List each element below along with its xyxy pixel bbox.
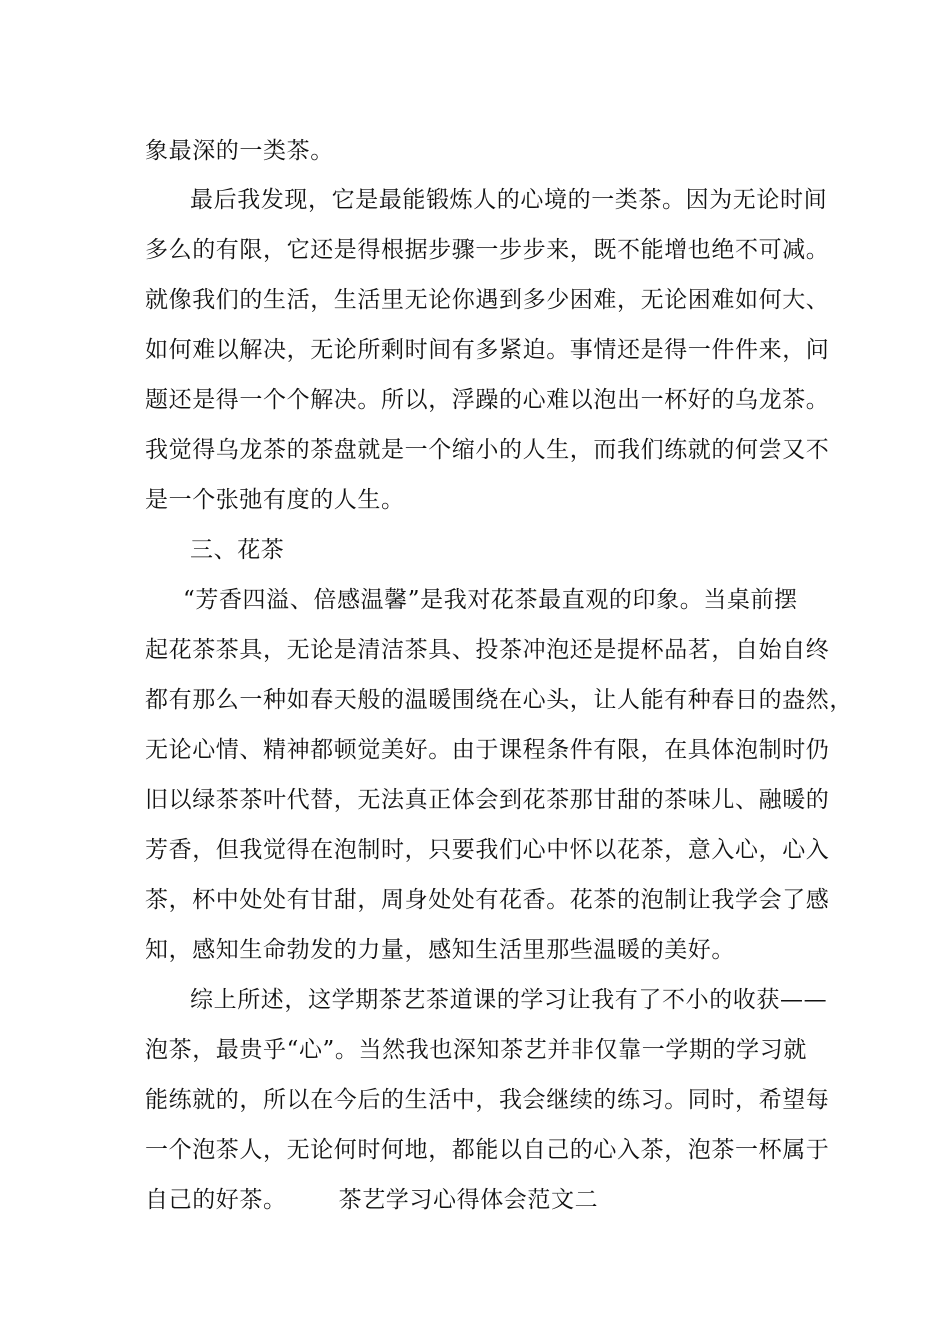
paragraph-line: 无论心情、精神都顿觉美好。由于课程条件有限，在具体泡制时仍: [145, 737, 830, 763]
paragraph-line: 一个泡茶人，无论何时何地，都能以自己的心入茶，泡茶一杯属于: [145, 1137, 830, 1163]
paragraph-line: [145, 1185, 598, 1215]
paragraph-line: 知，感知生命勃发的力量，感知生活里那些温暖的美好。: [145, 937, 735, 963]
paragraph-line: 泡茶，最贵乎“心”。当然我也深知茶艺并非仅靠一学期的学习就: [145, 1037, 807, 1063]
paragraph-line: 多么的有限，它还是得根据步骤一步步来，既不能增也绝不可减。: [145, 237, 830, 263]
paragraph-line: 象最深的一类茶。: [145, 138, 334, 164]
paragraph-line: “芳香四溢、倍感温馨”是我对花茶最直观的印象。当桌前摆: [183, 587, 798, 613]
paragraph-end-text: 自己的好茶。: [145, 1187, 287, 1213]
paragraph-line: 起花茶茶具，无论是清洁茶具、投茶冲泡还是提杯品茗，自始自终: [145, 637, 830, 663]
paragraph-line: 最后我发现，它是最能锻炼人的心境的一类茶。因为无论时间: [190, 187, 828, 213]
paragraph-line: 都有那么一种如春天般的温暖围绕在心头，让人能有种春日的盎然，: [145, 687, 853, 713]
next-article-title: 茶艺学习心得体会范文二: [338, 1187, 599, 1213]
paragraph-line: 题还是得一个个解决。所以，浮躁的心难以泡出一杯好的乌龙茶。: [145, 387, 830, 413]
paragraph-line: 旧以绿茶茶叶代替，无法真正体会到花茶那甘甜的茶味儿、融暖的: [145, 787, 830, 813]
paragraph-line: 我觉得乌龙茶的茶盘就是一个缩小的人生，而我们练就的何尝又不: [145, 437, 830, 463]
paragraph-line: 能练就的，所以在今后的生活中，我会继续的练习。同时，希望每: [145, 1087, 830, 1113]
paragraph-line: 就像我们的生活，生活里无论你遇到多少困难，无论困难如何大、: [145, 287, 830, 313]
paragraph-line: 芳香，但我觉得在泡制时，只要我们心中怀以花茶，意入心，心入: [145, 837, 830, 863]
paragraph-line: 茶，杯中处处有甘甜，周身处处有花香。花茶的泡制让我学会了感: [145, 887, 830, 913]
section-heading: 三、花茶: [190, 537, 285, 563]
paragraph-line: 综上所述，这学期茶艺茶道课的学习让我有了不小的收获——: [190, 987, 828, 1013]
paragraph-line: 如何难以解决，无论所剩时间有多紧迫。事情还是得一件件来，问: [145, 337, 830, 363]
paragraph-line: 是一个张弛有度的人生。: [145, 487, 405, 513]
